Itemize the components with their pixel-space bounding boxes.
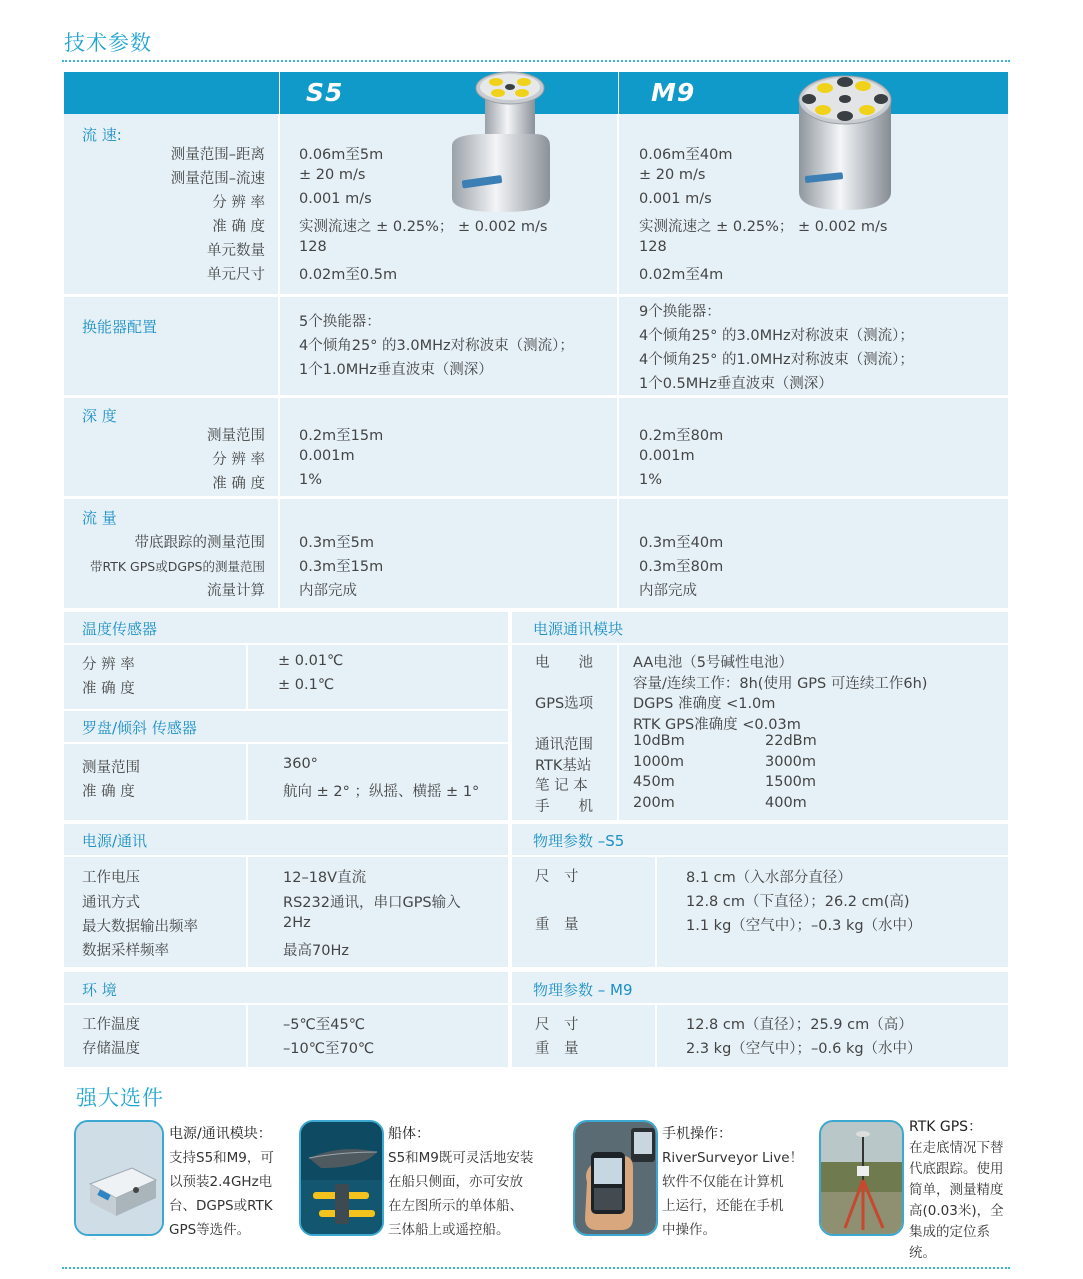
- option-title: 船体：: [388, 1126, 430, 1142]
- m9-transducer-line: 4个倾角25° 的3.0MHz对称波束（测流）；: [639, 328, 914, 344]
- row-value: 22dBm: [765, 733, 817, 749]
- m9-value: ± 20 m/s: [639, 167, 706, 183]
- s5-transducer-line: 5个换能器：: [299, 314, 381, 330]
- top-divider: [62, 60, 1010, 62]
- row-label: RTK基站: [535, 758, 592, 774]
- product-s5-label: S5: [306, 78, 344, 107]
- m9-value: 0.001 m/s: [639, 191, 712, 207]
- option-title: 手机操作：: [662, 1126, 732, 1142]
- section-depth: 深 度: [82, 407, 117, 425]
- s5-value: 内部完成: [299, 583, 357, 599]
- product-m9-label: M9: [651, 78, 696, 107]
- row-label: 最大数据输出频率: [82, 919, 198, 935]
- row-label: 工作温度: [82, 1017, 140, 1033]
- row-label: 测量范围: [82, 760, 140, 776]
- option-text: S5和M9既可灵活地安装 在船只侧面，亦可安放 在左图所示的单体船、 三体船上或遥控船。: [388, 1150, 534, 1238]
- row-label: 尺 寸: [535, 869, 579, 885]
- row-label: 手 机: [535, 799, 593, 815]
- m9-product-image: [785, 64, 905, 214]
- row-value: RTK GPS准确度 <0.03m: [633, 717, 801, 733]
- row-value: ± 0.01℃: [278, 653, 344, 669]
- s5-value: 0.06m至5m: [299, 147, 384, 163]
- m9-value: 0.2m至80m: [639, 428, 724, 444]
- temp-sensor-title: 温度传感器: [82, 620, 158, 638]
- s5-value: 0.3m至15m: [299, 559, 384, 575]
- options-title: 强大选件: [76, 1086, 164, 1110]
- row-value: 1500m: [765, 774, 817, 790]
- row-label: 分 辨 率: [212, 452, 265, 468]
- s5-value: ± 20 m/s: [299, 167, 366, 183]
- compass-title: 罗盘/倾斜 传感器: [82, 719, 197, 737]
- row-label: 带RTK GPS或DGPS的测量范围: [89, 559, 265, 574]
- row-label: 准 确 度: [82, 681, 135, 697]
- row-label: 单元数量: [207, 243, 265, 259]
- row-label: 测量范围–距离: [170, 147, 265, 163]
- power-module-title: 电源通讯模块: [533, 620, 624, 638]
- row-label: 测量范围–流速: [170, 171, 265, 187]
- row-label: 笔 记 本: [535, 778, 588, 794]
- row-value: 450m: [633, 774, 675, 790]
- option-text: 在走底情况下替 代底跟踪。使用 简单，测量精度 高(0.03米)，全 集成的定位系统。: [909, 1140, 1004, 1261]
- row-value: DGPS 准确度 <1.0m: [633, 696, 776, 712]
- row-value: 航向 ± 2° ；纵摇、横摇 ± 1°: [283, 784, 480, 800]
- row-value: AA电池（5号碱性电池）: [633, 655, 793, 671]
- row-label: 准 确 度: [82, 784, 135, 800]
- row-label: 准 确 度: [212, 219, 265, 235]
- row-value: –5℃至45℃: [283, 1017, 365, 1033]
- m9-value: 0.3m至80m: [639, 559, 724, 575]
- row-label: 测量范围: [207, 428, 265, 444]
- row-label: 准 确 度: [212, 476, 265, 492]
- m9-transducer-line: 4个倾角25° 的1.0MHz对称波束（测流）；: [639, 352, 914, 368]
- s5-value: 0.001 m/s: [299, 191, 372, 207]
- section-velocity: 流 速:: [82, 126, 122, 144]
- row-value: 3000m: [765, 754, 817, 770]
- row-label: 分 辨 率: [82, 657, 135, 673]
- rtk-gps-image: [819, 1120, 904, 1236]
- row-value: 最高70Hz: [283, 943, 349, 959]
- option-title: 电源/通讯模块：: [169, 1126, 272, 1142]
- s5-value: 0.001m: [299, 448, 355, 464]
- s5-value: 0.3m至5m: [299, 535, 375, 551]
- row-label: 通讯方式: [82, 895, 140, 911]
- phys-m9-title: 物理参数 – M9: [533, 981, 633, 999]
- boat-image: [299, 1120, 384, 1236]
- m9-value: 0.001m: [639, 448, 695, 464]
- power-module-image: [74, 1120, 164, 1236]
- m9-value: 0.3m至40m: [639, 535, 724, 551]
- row-value: 200m: [633, 795, 675, 811]
- page-title: 技术参数: [64, 31, 152, 55]
- row-label: 数据采样频率: [82, 943, 169, 959]
- section-transducer: 换能器配置: [82, 318, 158, 336]
- row-value: 8.1 cm（入水部分直径）: [686, 870, 852, 886]
- m9-value: 128: [639, 239, 667, 255]
- row-label: 单元尺寸: [207, 267, 265, 283]
- option-text: 支持S5和M9，可 以预装2.4GHz电 台、DGPS或RTK GPS等选件。: [169, 1150, 274, 1238]
- row-label: 带底跟踪的测量范围: [134, 535, 265, 551]
- m9-value: 0.06m至40m: [639, 147, 733, 163]
- m9-transducer-line: 9个换能器：: [639, 304, 721, 320]
- s5-transducer-line: 4个倾角25° 的3.0MHz对称波束（测流）；: [299, 338, 574, 354]
- row-label: 重 量: [535, 1041, 579, 1057]
- row-value: RS232通讯，串口GPS输入: [283, 895, 461, 911]
- bottom-divider: [62, 1267, 1010, 1269]
- row-value: 12.8 cm（直径）；25.9 cm（高）: [686, 1017, 913, 1033]
- m9-value: 0.02m至4m: [639, 267, 724, 283]
- row-label: 流量计算: [207, 583, 265, 599]
- s5-product-image: [440, 66, 560, 216]
- m9-value: 实测流速之 ± 0.25%； ± 0.002 m/s: [639, 219, 888, 235]
- phone-image: [573, 1120, 658, 1236]
- row-label: 通讯范围: [535, 737, 593, 753]
- s5-value: 0.02m至0.5m: [299, 267, 398, 283]
- s5-value: 实测流速之 ± 0.25%； ± 0.002 m/s: [299, 219, 548, 235]
- row-label: GPS选项: [535, 696, 594, 712]
- row-value: 2Hz: [283, 915, 311, 931]
- row-value: 1.1 kg（空气中）；–0.3 kg（水中）: [686, 918, 922, 934]
- row-value: 1000m: [633, 754, 685, 770]
- row-label: 分 辨 率: [212, 195, 265, 211]
- s5-value: 128: [299, 239, 327, 255]
- row-label: 重 量: [535, 917, 579, 933]
- environment-header-bar: [64, 972, 508, 1003]
- section-discharge: 流 量: [82, 509, 117, 527]
- option-text: RiverSurveyor Live！ 软件不仅能在计算机 上运行，还能在手机 中操作。: [662, 1150, 804, 1238]
- row-label: 电 池: [535, 655, 593, 671]
- m9-value: 1%: [639, 472, 663, 488]
- row-value: 400m: [765, 795, 807, 811]
- m9-transducer-line: 1个0.5MHz垂直波束（测深）: [639, 376, 833, 392]
- s5-value: 0.2m至15m: [299, 428, 384, 444]
- power-comm-title: 电源/通讯: [82, 832, 148, 850]
- m9-value: 内部完成: [639, 583, 697, 599]
- row-label: 工作电压: [82, 870, 140, 886]
- row-value: 12.8 cm（下直径）；26.2 cm(高): [686, 894, 910, 910]
- row-label: 尺 寸: [535, 1017, 579, 1033]
- phys-s5-title: 物理参数 –S5: [533, 832, 625, 850]
- environment-title: 环 境: [82, 981, 117, 999]
- row-value: 12–18V直流: [283, 870, 367, 886]
- row-value: –10℃至70℃: [283, 1041, 375, 1057]
- s5-transducer-line: 1个1.0MHz垂直波束（测深）: [299, 362, 493, 378]
- s5-value: 1%: [299, 472, 323, 488]
- row-value: 2.3 kg（空气中）；–0.6 kg（水中）: [686, 1041, 922, 1057]
- row-value: 10dBm: [633, 733, 685, 749]
- option-title: RTK GPS：: [909, 1119, 983, 1135]
- row-label: 存储温度: [82, 1041, 140, 1057]
- row-value: 容量/连续工作：8h(使用 GPS 可连续工作6h): [633, 676, 928, 692]
- row-value: ± 0.1℃: [278, 677, 335, 693]
- row-value: 360°: [283, 756, 318, 772]
